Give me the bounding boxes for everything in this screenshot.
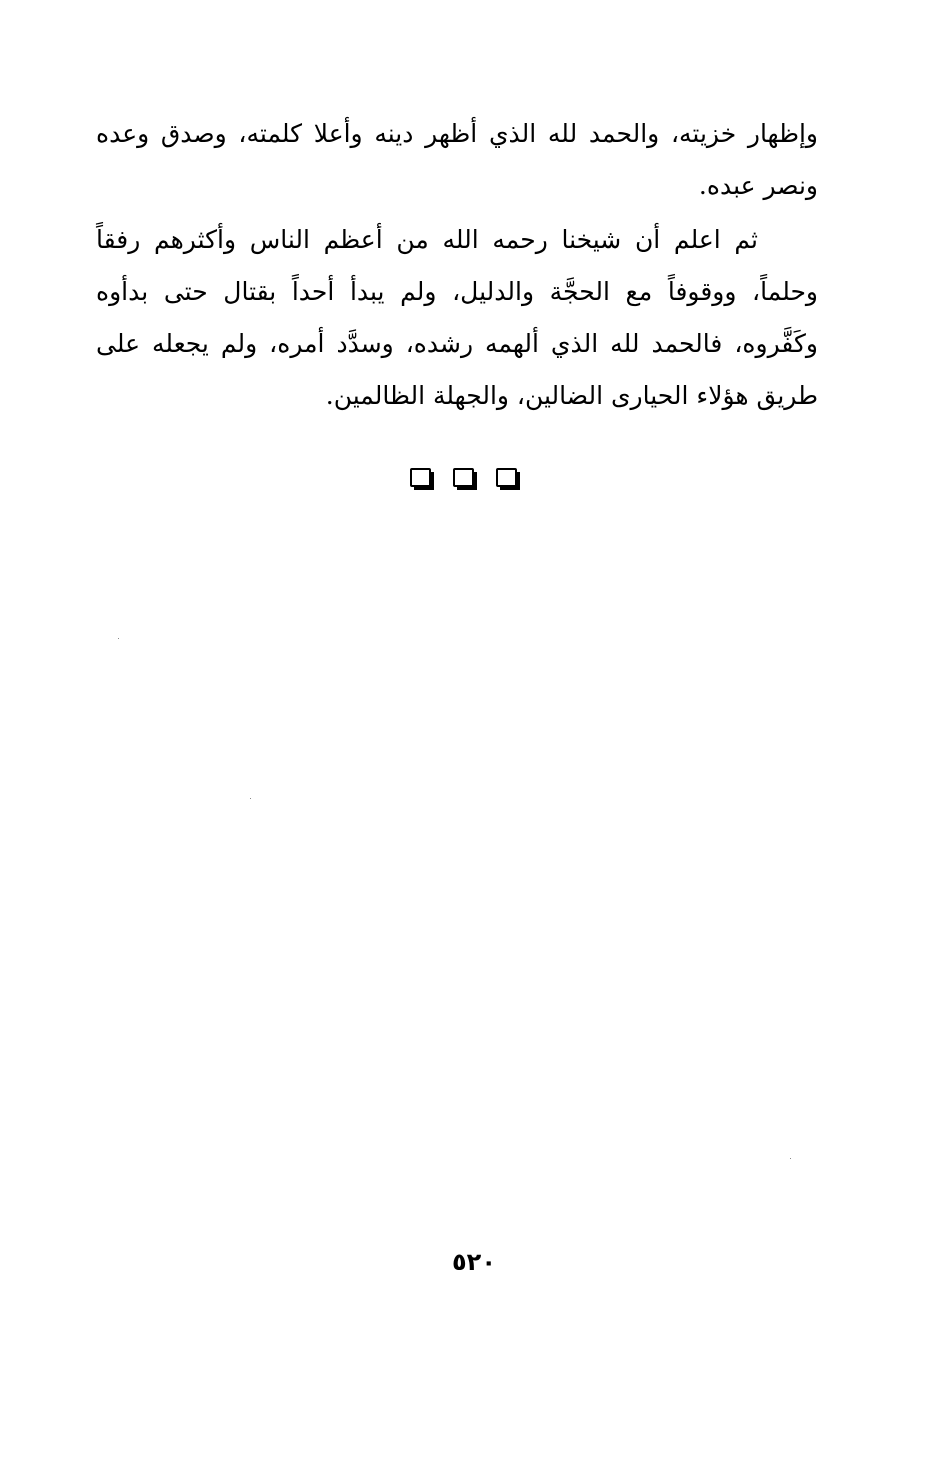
page-number: ٥٢٠ — [452, 1248, 496, 1276]
square-box-icon — [410, 468, 434, 490]
square-box-icon — [496, 468, 520, 490]
scan-speck — [790, 1158, 791, 1159]
scan-speck — [250, 798, 251, 799]
square-box-icon — [453, 468, 477, 490]
scan-speck — [118, 638, 119, 639]
section-separator — [410, 464, 520, 494]
paragraph-1: وإظهار خزيته، والحمد لله الذي أظهر دينه وأعلا كلمته، وصدق وعده ونصر عبده. — [96, 119, 818, 200]
paragraph-2: ثم اعلم أن شيخنا رحمه الله من أعظم الناس وأكثرهم رفقاً وحلماً، ووقوفاً مع الحجَّة والدليل، ولم يبدأ أحداً بقتال حتى بدأوه وكَفَّروه، فالحمد لله الذي ألهمه رشده، وسدَّد أمره، ولم يجعله على طريق هؤلاء الحيارى الضالين، والجهلة الظالمين. — [96, 225, 818, 410]
